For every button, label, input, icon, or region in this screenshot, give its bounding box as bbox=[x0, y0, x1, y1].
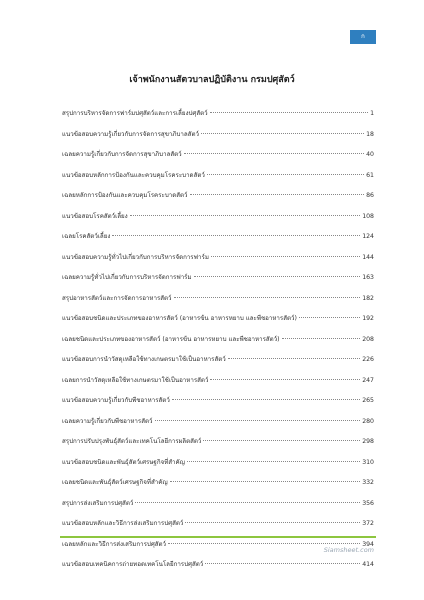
toc-entry bbox=[62, 375, 374, 396]
toc-entry bbox=[62, 190, 374, 211]
toc-dot-leader bbox=[201, 133, 364, 134]
toc-dot-leader bbox=[194, 276, 361, 277]
toc-entry-page-number: 182 bbox=[362, 294, 374, 302]
toc-entry-page-number: 163 bbox=[362, 274, 374, 281]
toc-dot-leader bbox=[299, 317, 360, 318]
toc-entry-label: แนวข้อสอบหลักการป้องกันและควบคุมโรคระบาดสัตว์ bbox=[62, 171, 205, 179]
toc-dot-leader bbox=[168, 543, 360, 544]
toc-entry-page-number: 280 bbox=[362, 417, 374, 425]
toc-entry-label: แนวข้อสอบชนิดและประเภทของอาหารสัตว์ (อาหารข้น อาหารหยาบ และพืชอาหารสัตว์) bbox=[62, 315, 297, 322]
toc-dot-leader bbox=[135, 502, 360, 503]
toc-entry-page-number: 298 bbox=[362, 438, 374, 445]
toc-entry bbox=[62, 293, 374, 314]
toc-entry-label: เฉลยหลักการป้องกันและควบคุมโรคระบาดสัตว์ bbox=[62, 192, 188, 199]
toc-entry-label: เฉลยชนิดและประเภทของอาหารสัตว์ (อาหารข้น อาหารหยาบ และพืชอาหารสัตว์) bbox=[62, 335, 280, 343]
toc-entry-page-number: 372 bbox=[362, 520, 374, 527]
toc-dot-leader bbox=[155, 420, 361, 421]
toc-entry-page-number: 192 bbox=[362, 315, 374, 322]
toc-dot-leader bbox=[184, 153, 364, 154]
page-number-badge: ก bbox=[350, 30, 376, 44]
toc-entry-label: แนวข้อสอบเทคนิคการถ่ายทอดเทคโนโลยีการปศุสัตว์ bbox=[62, 561, 204, 568]
toc-entry-page-number: 61 bbox=[366, 171, 374, 179]
toc-dot-leader bbox=[228, 358, 360, 359]
toc-dot-leader bbox=[187, 461, 360, 462]
toc-entry-page-number: 86 bbox=[366, 192, 374, 199]
toc-dot-leader bbox=[130, 215, 361, 216]
toc-entry bbox=[62, 395, 374, 416]
toc-entry bbox=[62, 231, 374, 252]
toc-entry-page-number: 18 bbox=[366, 130, 374, 138]
toc-entry bbox=[62, 108, 374, 129]
toc-entry-page-number: 414 bbox=[362, 561, 374, 568]
toc-entry-label: เฉลยการนำวัสดุเหลือใช้ทางเกษตรมาใช้เป็นอาหารสัตว์ bbox=[62, 376, 209, 384]
toc-entry-page-number: 124 bbox=[362, 233, 374, 240]
toc-entry bbox=[62, 170, 374, 191]
toc-entry-page-number: 208 bbox=[362, 335, 374, 343]
toc-entry-label: แนวข้อสอบความรู้เกี่ยวกับการจัดการสุขาภิบาลสัตว์ bbox=[62, 130, 199, 138]
toc-entry-page-number: 108 bbox=[362, 212, 374, 220]
toc-entry-label: แนวข้อสอบความรู้ทั่วไปเกี่ยวกับการบริหารจัดการฟาร์ม bbox=[62, 253, 209, 261]
toc-entry-label: เฉลยหลักและวิธีการส่งเสริมการปศุสัตว์ bbox=[62, 540, 167, 548]
toc-entry-label: แนวข้อสอบโรคสัตว์เลี้ยง bbox=[62, 212, 128, 220]
toc-entry bbox=[62, 313, 374, 334]
toc-entry-label: เฉลยความรู้ทั่วไปเกี่ยวกับการบริหารจัดการฟาร์ม bbox=[62, 274, 192, 281]
footer-divider bbox=[60, 536, 376, 538]
toc-entry-page-number: 40 bbox=[366, 151, 374, 158]
page-title: เจ้าพนักงานสัตวบาลปฏิบัติงาน กรมปศุสัตว์ bbox=[129, 75, 295, 85]
toc-entry bbox=[62, 354, 374, 375]
toc-entry bbox=[62, 498, 374, 519]
toc-entry bbox=[62, 129, 374, 150]
toc-entry-label: เฉลยความรู้เกี่ยวกับการจัดการสุขาภิบาลสัตว์ bbox=[62, 151, 182, 158]
toc-entry bbox=[62, 272, 374, 293]
toc-entry-label: แนวข้อสอบชนิดและพันธุ์สัตว์เศรษฐกิจที่สำคัญ bbox=[62, 458, 185, 466]
toc-entry-page-number: 1 bbox=[370, 110, 374, 117]
toc-dot-leader bbox=[174, 297, 361, 298]
toc-dot-leader bbox=[211, 256, 360, 257]
table-of-contents bbox=[62, 108, 374, 580]
toc-dot-leader bbox=[282, 338, 361, 339]
toc-entry-label: แนวข้อสอบความรู้เกี่ยวกับพืชอาหารสัตว์ bbox=[62, 397, 170, 404]
footer-watermark: Siamsheet.com bbox=[323, 546, 374, 554]
toc-dot-leader bbox=[207, 174, 364, 175]
toc-entry-page-number: 332 bbox=[362, 479, 374, 486]
toc-entry-label: สรุปการส่งเสริมการปศุสัตว์ bbox=[62, 499, 134, 507]
toc-entry-label: เฉลยโรคสัตว์เลี้ยง bbox=[62, 233, 111, 240]
toc-entry bbox=[62, 436, 374, 457]
toc-entry bbox=[62, 334, 374, 355]
toc-dot-leader bbox=[112, 235, 360, 236]
toc-entry-page-number: 310 bbox=[362, 458, 374, 466]
toc-entry-label: สรุปอาหารสัตว์และการจัดการอาหารสัตว์ bbox=[62, 294, 172, 302]
toc-entry-label: เฉลยความรู้เกี่ยวกับพืชอาหารสัตว์ bbox=[62, 417, 153, 425]
toc-entry bbox=[62, 149, 374, 170]
toc-dot-leader bbox=[210, 112, 368, 113]
toc-entry-label: แนวข้อสอบหลักและวิธีการส่งเสริมการปศุสัตว์ bbox=[62, 520, 184, 527]
toc-entry bbox=[62, 559, 374, 580]
toc-entry-label: แนวข้อสอบการนำวัสดุเหลือใช้ทางเกษตรมาใช้เป็นอาหารสัตว์ bbox=[62, 356, 226, 363]
toc-dot-leader bbox=[170, 481, 361, 482]
toc-dot-leader bbox=[205, 563, 360, 564]
toc-entry bbox=[62, 416, 374, 437]
toc-dot-leader bbox=[210, 379, 360, 380]
toc-entry-label: สรุปการบริหารจัดการฟาร์มปศุสัตว์และการเลี้ยงปศุสัตว์ bbox=[62, 110, 208, 117]
toc-entry-page-number: 394 bbox=[362, 540, 374, 548]
toc-entry-page-number: 226 bbox=[362, 356, 374, 363]
toc-dot-leader bbox=[185, 522, 360, 523]
toc-entry-page-number: 265 bbox=[362, 397, 374, 404]
toc-entry bbox=[62, 477, 374, 498]
toc-dot-leader bbox=[172, 399, 360, 400]
toc-entry bbox=[62, 457, 374, 478]
toc-entry bbox=[62, 252, 374, 273]
toc-entry-page-number: 356 bbox=[362, 499, 374, 507]
toc-entry-page-number: 144 bbox=[362, 253, 374, 261]
toc-dot-leader bbox=[203, 440, 360, 441]
toc-dot-leader bbox=[190, 194, 365, 195]
toc-entry-label: เฉลยชนิดและพันธุ์สัตว์เศรษฐกิจที่สำคัญ bbox=[62, 479, 168, 486]
toc-entry bbox=[62, 211, 374, 232]
toc-entry-page-number: 247 bbox=[362, 376, 374, 384]
toc-entry-label: สรุปการปรับปรุงพันธุ์สัตว์และเทคโนโลยีการผลิตสัตว์ bbox=[62, 438, 202, 445]
